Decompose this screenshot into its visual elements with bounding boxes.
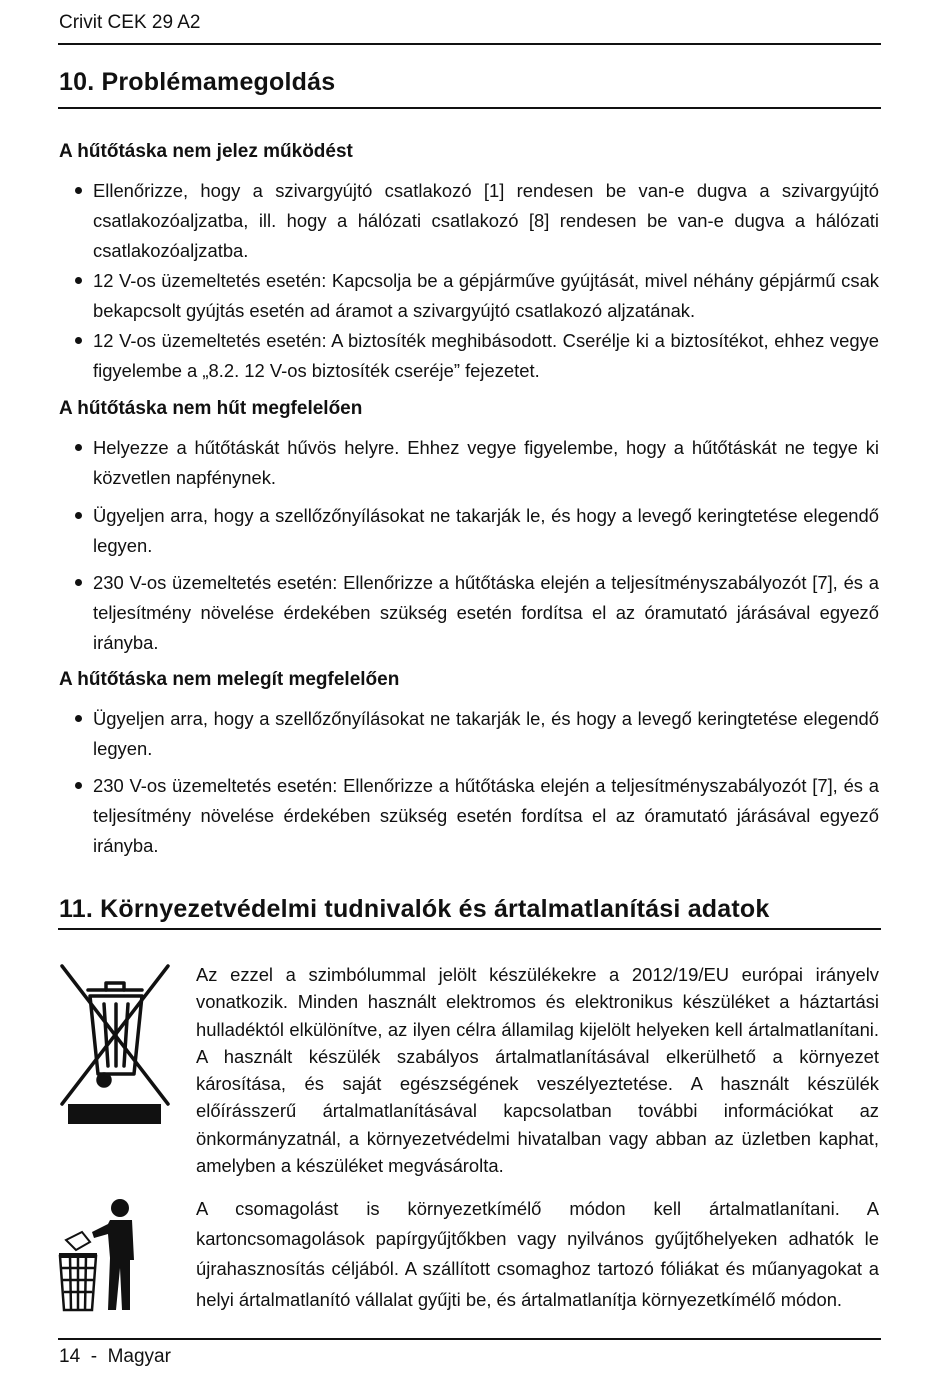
section-10-title: 10. Problémamegoldás: [59, 68, 336, 96]
weee-paragraph: Az ezzel a szimbólummal jelölt készülékekre a 2012/19/EU európai irányelv vonatkozik. Minden használt elektromos és elektronikus készüléket a háztartási hulladéktól elkülönítve, az ilyen célra államilag kijelölt helyeken kell ártalmatlanítani. A használt készülék szabályos ártalmatlanításával elkerülhető a környezet károsítása, és saját egészségének veszélyeztetése. A használt készülék előírásszerű ártalmatlanításával kapcsolatban további információkat az önkormányzatnál, a környezetvédelmi hivatalban vagy abban az üzletben kaphat, amelyben a készüléket megvásárolta.: [196, 964, 879, 1177]
page-footer: 14 - Magyar: [59, 1346, 171, 1367]
section-11-title: 11. Környezetvédelmi tudnivalók és ártalmatlanítási adatok: [59, 895, 770, 923]
section-11-rule: [58, 928, 881, 930]
list-item: 230 V-os üzemeltetés esetén: Ellenőrizze a hűtőtáska elején a teljesítményszabályozót [7], és a teljesítmény növelése érdekében szükség esetén fordítsa el az óramutató járásával egyező irányba.: [93, 572, 879, 653]
subheading-no-function: A hűtőtáska nem jelez működést: [59, 141, 353, 162]
list-item: 230 V-os üzemeltetés esetén: Ellenőrizze a hűtőtáska elején a teljesítményszabályozót [7], és a teljesítmény növelése érdekében szükség esetén fordítsa el az óramutató járásával egyező irányba.: [93, 775, 879, 856]
crossed-out-wheelie-bin-icon: [58, 962, 173, 1128]
list-item: Ügyeljen arra, hogy a szellőzőnyílásokat ne takarják le, és hogy a levegő keringtetése elegendő legyen.: [93, 708, 879, 759]
section-10-rule: [58, 107, 881, 109]
list-item: Ellenőrizze, hogy a szivargyújtó csatlakozó [1] rendesen be van-e dugva a szivargyújtó csatlakozóaljzatba, ill. hogy a hálózati csatlakozó [8] rendesen be van-e dugva a hálózati csatlakozóaljzatba.: [93, 180, 879, 261]
footer-rule: [58, 1338, 881, 1340]
subheading-not-heating: A hűtőtáska nem melegít megfelelően: [59, 669, 400, 690]
running-header: Crivit CEK 29 A2: [59, 12, 201, 33]
list-item: 12 V-os üzemeltetés esetén: Kapcsolja be a gépjárműve gyújtását, mivel néhány gépjármű csak bekapcsolt gyújtás esetén ad áramot a szivargyújtó csatlakozó aljzatának.: [93, 270, 879, 321]
tidy-man-litter-icon: [58, 1198, 138, 1312]
header-rule: [58, 43, 881, 45]
list-item: Ügyeljen arra, hogy a szellőzőnyílásokat ne takarják le, és hogy a levegő keringtetése elegendő legyen.: [93, 505, 879, 556]
subheading-not-cooling: A hűtőtáska nem hűt megfelelően: [59, 398, 363, 419]
list-item: 12 V-os üzemeltetés esetén: A biztosíték meghibásodott. Cserélje ki a biztosítékot, ehhez vegye figyelembe a „8.2. 12 V-os biztosíték cseréje” fejezetet.: [93, 330, 879, 381]
list-item: Helyezze a hűtőtáskát hűvös helyre. Ehhez vegye figyelembe, hogy a hűtőtáskát ne tegye ki közvetlen napfénynek.: [93, 437, 879, 488]
packaging-paragraph: A csomagolást is környezetkímélő módon kell ártalmatlanítani. A kartoncsomagolások papírgyűjtőkben vagy nyilvános gyűjtőhelyeken adhatók le újrahasznosítás céljából. A szállított csomaghoz tartozó fóliákat és műanyagokat a helyi ártalmatlanító vállalat gyűjti be, és ártalmatlanítja környezetkímélő módon.: [196, 1198, 879, 1310]
